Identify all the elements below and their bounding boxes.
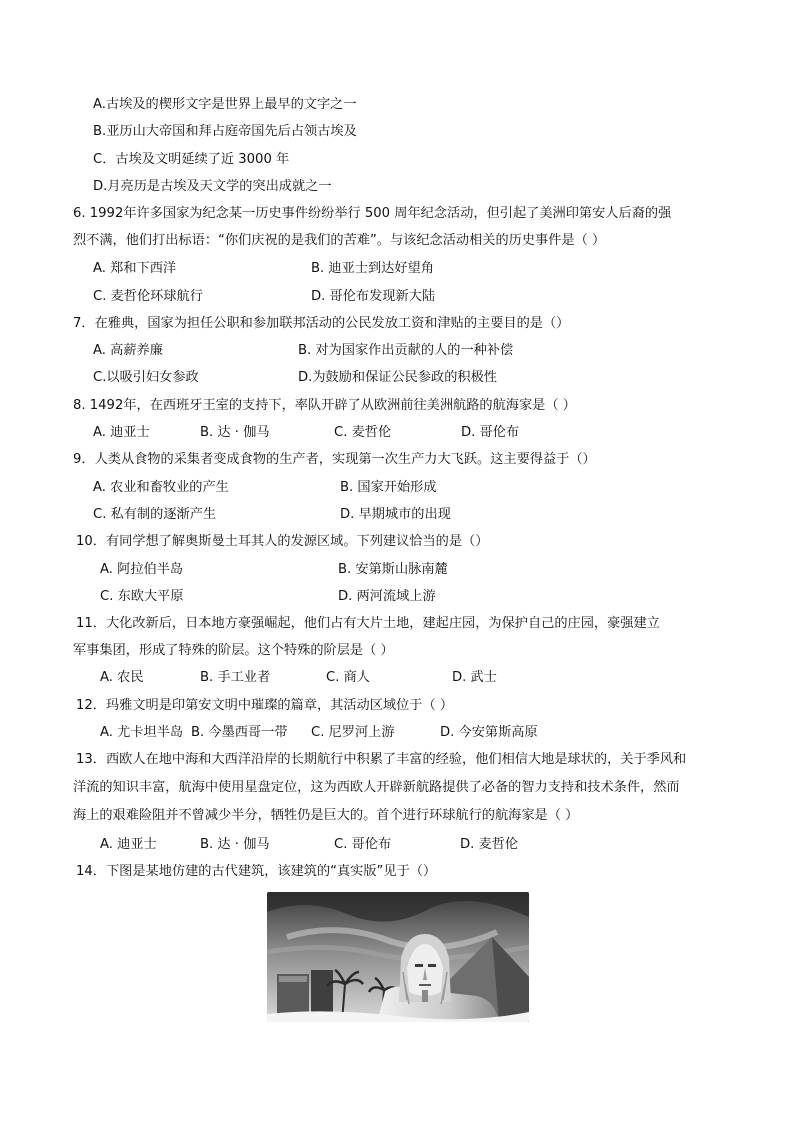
- q7-option-a: A. 高薪养廉: [93, 343, 163, 358]
- q11-stem-line1: 11．大化改新后，日本地方豪强崛起，他们占有大片土地，建起庄园，为保护自己的庄园，豪强建立: [76, 616, 660, 631]
- q8-option-d: D. 哥伦布: [461, 425, 520, 440]
- q11-option-d: D. 武士: [452, 670, 497, 685]
- q6-option-a: A. 郑和下西洋: [93, 261, 177, 276]
- q14-stem: 14．下图是某地仿建的古代建筑，该建筑的“真实版”见于（）: [76, 864, 437, 879]
- q13-option-c: C. 哥伦布: [334, 837, 392, 852]
- q9-option-c: C. 私有制的逐渐产生: [93, 507, 217, 522]
- q13-stem-line3: 海上的艰难险阻并不曾减少半分，牺牲仍是巨大的。首个进行环球航行的航海家是（ ）: [73, 808, 579, 823]
- q13-option-d: D. 麦哲伦: [460, 837, 519, 852]
- q6-option-b: B. 迪亚士到达好望角: [311, 261, 434, 276]
- q9-option-b: B. 国家开始形成: [340, 480, 437, 495]
- q7-option-d: D.为鼓励和保证公民参政的积极性: [298, 370, 497, 385]
- q5-option-a: A.古埃及的楔形文字是世界上最早的文字之一: [93, 97, 357, 112]
- q7-option-b: B. 对为国家作出贡献的人的一种补偿: [298, 343, 514, 358]
- q13-stem-line1: 13．西欧人在地中海和大西洋沿岸的长期航行中积累了丰富的经验，他们相信大地是球状的，关于季风和: [76, 752, 687, 767]
- q8-option-c: C. 麦哲伦: [334, 425, 392, 440]
- q5-option-c: C．古埃及文明延续了近 3000 年: [93, 152, 290, 167]
- q13-stem-line2: 洋流的知识丰富，航海中使用星盘定位，这为西欧人开辟新航路提供了必备的智力支持和技术条件，然而: [73, 780, 680, 795]
- q12-option-b: B. 今墨西哥一带: [191, 725, 288, 740]
- q12-option-d: D. 今安第斯高原: [440, 725, 538, 740]
- q6-stem-line1: 6. 1992年许多国家为纪念某一历史事件纷纷举行 500 周年纪念活动，但引起了美洲印第安人后裔的强: [73, 206, 672, 221]
- q10-option-d: D. 两河流域上游: [338, 589, 436, 604]
- q7-option-c: C.以吸引妇女参政: [93, 370, 199, 385]
- q8-option-b: B. 达 · 伽马: [200, 425, 270, 440]
- q10-stem: 10．有同学想了解奥斯曼土耳其人的发源区域。下列建议恰当的是（）: [76, 534, 489, 549]
- q6-option-c: C. 麦哲伦环球航行: [93, 289, 203, 304]
- q10-option-b: B. 安第斯山脉南麓: [338, 562, 448, 577]
- q8-stem: 8. 1492年，在西班牙王室的支持下，率队开辟了从欧洲前往美洲航路的航海家是（ ）: [73, 398, 576, 413]
- q11-option-a: A. 农民: [100, 670, 144, 685]
- q8-option-a: A. 迪亚士: [93, 425, 150, 440]
- q10-option-c: C. 东欧大平原: [100, 589, 184, 604]
- q9-option-a: A. 农业和畜牧业的产生: [93, 480, 229, 495]
- q11-stem-line2: 军事集团，形成了特殊的阶层。这个特殊的阶层是（ ）: [73, 643, 394, 658]
- q7-stem: 7．在雅典，国家为担任公职和参加联邦活动的公民发放工资和津贴的主要目的是（）: [73, 316, 570, 331]
- q5-option-d: D.月亮历是古埃及天文学的突出成就之一: [93, 179, 332, 194]
- q12-option-c: C. 尼罗河上游: [311, 725, 395, 740]
- q6-stem-line2: 烈不满，他们打出标语：“你们庆祝的是我们的苦难”。与该纪念活动相关的历史事件是（ ）: [73, 233, 606, 248]
- q9-stem: 9．人类从食物的采集者变成食物的生产者，实现第一次生产力大飞跃。这主要得益于（）: [73, 452, 596, 467]
- q13-option-b: B. 达 · 伽马: [200, 837, 270, 852]
- q10-option-a: A. 阿拉伯半岛: [100, 562, 184, 577]
- q9-option-d: D. 早期城市的出现: [340, 507, 451, 522]
- q5-option-b: B.亚历山大帝国和拜占庭帝国先后占领古埃及: [93, 124, 357, 139]
- sphinx-replica-photo: [267, 892, 529, 1022]
- q11-option-b: B. 手工业者: [200, 670, 271, 685]
- q6-option-d: D. 哥伦布发现新大陆: [311, 289, 436, 304]
- q12-stem: 12．玛雅文明是印第安文明中璀璨的篇章，其活动区域位于（ ）: [76, 698, 454, 713]
- q13-option-a: A. 迪亚士: [100, 837, 157, 852]
- q11-option-c: C. 商人: [326, 670, 370, 685]
- q12-option-a: A. 尤卡坦半岛: [100, 725, 184, 740]
